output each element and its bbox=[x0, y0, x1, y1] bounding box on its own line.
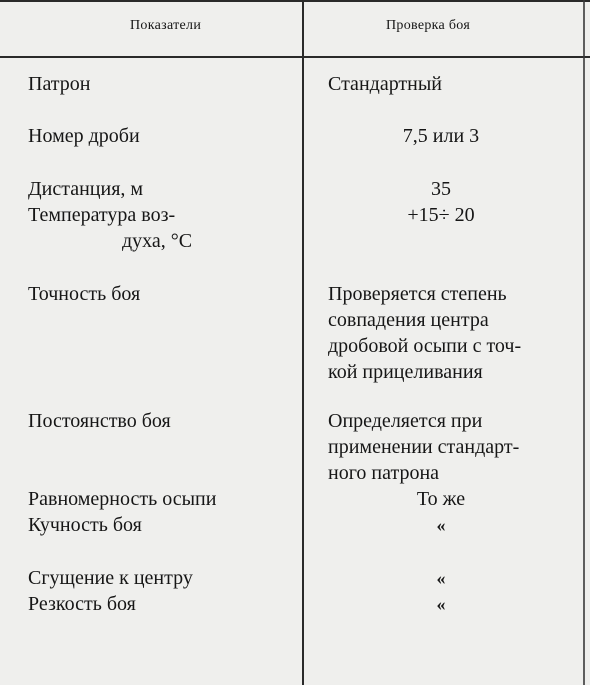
row-value-uniformity: То же bbox=[416, 488, 466, 510]
row-value-accuracy-1: Проверяется степень bbox=[328, 283, 507, 305]
row-label-cartridge: Патрон bbox=[28, 73, 91, 95]
table-right-border bbox=[583, 0, 585, 685]
row-value-accuracy-2: совпадения центра bbox=[328, 309, 489, 331]
table-top-rule bbox=[0, 0, 590, 2]
column-header-check: Проверка боя bbox=[386, 18, 471, 33]
row-value-consistency-2: применении стандарт- bbox=[328, 436, 520, 458]
row-value-shot-number: 7,5 или 3 bbox=[402, 125, 480, 147]
row-label-temperature-2: духа, °C bbox=[122, 230, 193, 252]
row-value-grouping: « bbox=[436, 515, 446, 535]
column-divider bbox=[302, 0, 304, 685]
row-value-center-density: « bbox=[436, 568, 446, 588]
row-value-cartridge: Стандартный bbox=[328, 73, 443, 95]
row-label-center-density: Сгущение к центру bbox=[28, 567, 193, 589]
row-value-temperature: +15÷ 20 bbox=[407, 204, 475, 226]
row-value-distance: 35 bbox=[431, 178, 451, 200]
row-label-distance: Дистанция, м bbox=[28, 178, 144, 200]
row-label-accuracy: Точность боя bbox=[28, 283, 141, 305]
header-separator-rule bbox=[0, 56, 590, 58]
row-label-shot-number: Номер дроби bbox=[28, 125, 140, 147]
row-value-accuracy-3: дробовой осыпи с точ- bbox=[328, 335, 522, 357]
row-label-consistency: Постоянство боя bbox=[28, 410, 171, 432]
row-label-temperature-1: Температура воз- bbox=[28, 204, 176, 226]
row-value-consistency-1: Определяется при bbox=[328, 410, 483, 432]
row-label-grouping: Кучность боя bbox=[28, 514, 142, 536]
column-header-indicators: Показатели bbox=[130, 18, 202, 33]
row-value-consistency-3: ного патрона bbox=[328, 462, 440, 484]
row-value-sharpness: « bbox=[436, 594, 446, 614]
row-label-uniformity: Равномерность осыпи bbox=[28, 488, 217, 510]
row-label-sharpness: Резкость боя bbox=[28, 593, 136, 615]
row-value-accuracy-4: кой прицеливания bbox=[328, 361, 483, 383]
